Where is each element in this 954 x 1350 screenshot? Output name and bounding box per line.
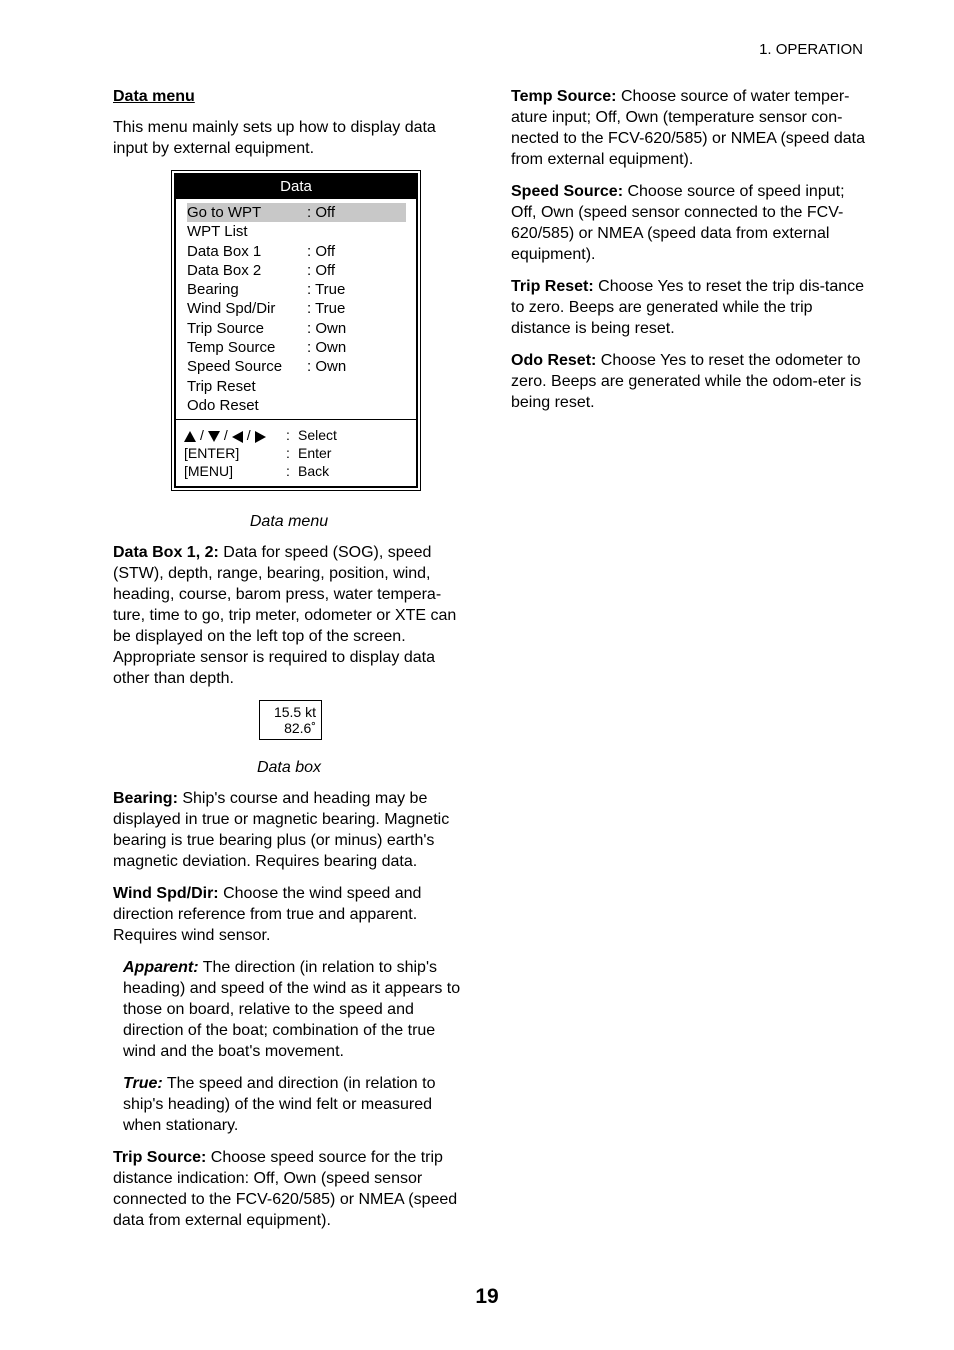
- databox-paragraph: [113, 542, 465, 689]
- menu-item-value: : Own: [307, 339, 347, 357]
- menu-item-value: : Own: [307, 319, 347, 337]
- menu-item-wind-spd-dir[interactable]: [187, 299, 406, 318]
- key-guide-row-arrows: [184, 426, 408, 444]
- menu-item-label: Wind Spd/Dir: [187, 300, 276, 318]
- temp-source-paragraph: [511, 86, 865, 170]
- key-guide: [176, 420, 416, 486]
- menu-item-label: Trip Source: [187, 319, 264, 337]
- menu-item-list: [176, 199, 416, 420]
- key-colon: :: [286, 427, 290, 444]
- trip-source-term: Trip Source:: [113, 1149, 207, 1167]
- key-colon: :: [286, 445, 290, 462]
- apparent-term: Apparent:: [123, 959, 199, 977]
- key-action: Enter: [298, 445, 332, 462]
- arrow-left-icon: [232, 431, 243, 443]
- menu-item-wpt-list[interactable]: [187, 222, 406, 241]
- menu-item-temp-source[interactable]: [187, 338, 406, 357]
- speed-source-text: Choose source of speed input; Off, Own (speed sensor connected to the FCV-620/585) or NMEA (speed data from external equipment).: [511, 183, 845, 263]
- speed-source-term: Speed Source:: [511, 183, 624, 200]
- key-name: [ENTER]: [184, 445, 240, 462]
- menu-item-speed-source[interactable]: [187, 357, 406, 376]
- menu-item-trip-source[interactable]: [187, 319, 406, 338]
- menu-item-value: [307, 377, 406, 396]
- databox-caption: Data box: [256, 759, 322, 777]
- menu-item-label: Data Box 2: [187, 261, 262, 279]
- menu-caption: Data menu: [249, 513, 329, 531]
- bearing-text: Ship's course and heading may be displayed in true or magnetic bearing. Magnetic bearing is true bearing plus (or minus) earth's magnetic deviation. Requires bearing data.: [113, 790, 450, 871]
- data-box-line-1: 15.5 kt: [273, 704, 316, 721]
- temp-source-term: Temp Source:: [511, 88, 617, 105]
- menu-item-value: : True: [307, 281, 346, 299]
- menu-item-data-box-1[interactable]: [187, 242, 406, 261]
- menu-item-value: [307, 222, 406, 241]
- menu-item-value: : True: [307, 300, 346, 318]
- key-name: [MENU]: [184, 463, 233, 480]
- true-term: True:: [123, 1075, 163, 1093]
- section-header: 1. OPERATION: [759, 41, 863, 58]
- data-box-line-2: 82.6˚: [284, 720, 316, 737]
- key-action: Back: [298, 463, 330, 480]
- arrow-keys: / / /: [184, 426, 286, 444]
- data-box-figure: [259, 700, 322, 740]
- menu-item-value: [307, 396, 406, 415]
- data-menu-heading: Data menu: [113, 88, 195, 105]
- menu-item-label: Speed Source: [187, 358, 283, 376]
- menu-item-bearing[interactable]: [187, 280, 406, 299]
- wind-text: Choose the wind speed and direction reference from true and apparent. Requires wind sensor.: [113, 885, 422, 945]
- menu-item-label: Odo Reset: [187, 396, 259, 414]
- trip-source-paragraph: [113, 1147, 465, 1231]
- key-action: Select: [298, 427, 337, 444]
- apparent-paragraph: [123, 957, 465, 1062]
- arrow-down-icon: [208, 431, 220, 442]
- menu-item-value: : Off: [307, 204, 336, 221]
- menu-item-label: Go to WPT: [187, 204, 262, 221]
- right-column: [511, 86, 865, 424]
- trip-reset-term: Trip Reset:: [511, 278, 594, 295]
- menu-item-label: Trip Reset: [187, 377, 256, 395]
- odo-reset-term: Odo Reset:: [511, 352, 597, 369]
- speed-source-paragraph: [511, 181, 865, 265]
- bearing-term: Bearing:: [113, 790, 178, 808]
- databox-term: Data Box 1, 2:: [113, 544, 219, 562]
- wind-term: Wind Spd/Dir:: [113, 885, 219, 903]
- menu-item-data-box-2[interactable]: [187, 261, 406, 280]
- key-guide-row-menu: [184, 462, 408, 480]
- odo-reset-text: Choose Yes to reset the odometer to zero. Beeps are generated while the odom-eter is being reset.: [511, 352, 862, 411]
- menu-item-value: : Own: [307, 358, 347, 376]
- key-guide-row-enter: [184, 444, 408, 462]
- bearing-paragraph: [113, 788, 465, 872]
- databox-text: Data for speed (SOG), speed (STW), depth, range, bearing, position, wind, heading, course, barom press, water tempera-ture, time to go, trip meter, odometer or XTE can be displayed on the left top of the screen. Appropriate sensor is required to display data other than depth.: [113, 544, 457, 688]
- data-menu-panel: [174, 173, 418, 488]
- menu-item-value: : Off: [307, 242, 336, 260]
- true-paragraph: [123, 1073, 465, 1136]
- wind-paragraph: [113, 883, 465, 946]
- menu-item-trip-reset[interactable]: [187, 377, 406, 396]
- intro-paragraph: This menu mainly sets up how to display data input by external equipment.: [113, 119, 436, 157]
- data-menu-figure: [171, 170, 421, 491]
- trip-reset-text: Choose Yes to reset the trip dis-tance to zero. Beeps are generated while the trip distance is being reset.: [511, 278, 865, 337]
- page-number: 19: [475, 1285, 499, 1308]
- odo-reset-paragraph: [511, 350, 865, 413]
- true-text: The speed and direction (in relation to ship's heading) of the wind felt or measured when stationary.: [123, 1075, 436, 1135]
- trip-source-text: Choose speed source for the trip distance indication: Off, Own (speed sensor connected to the FCV-620/585) or NMEA (speed data from external equipment).: [113, 1149, 458, 1230]
- menu-item-label: WPT List: [187, 223, 248, 241]
- left-column: [113, 86, 465, 1242]
- menu-title: Data: [176, 175, 416, 199]
- menu-item-label: Data Box 1: [187, 242, 262, 260]
- menu-item-label: Temp Source: [187, 339, 276, 357]
- menu-item-label: Bearing: [187, 281, 239, 299]
- apparent-text: The direction (in relation to ship's heading) and speed of the wind as it appears to those on board, relative to the speed and direction of the boat; combination of the true wind and the boat's movement.: [123, 959, 461, 1061]
- key-colon: :: [286, 463, 290, 480]
- temp-source-text: Choose source of water temper-ature input; Off, Own (temperature sensor con-nected to the FCV-620/585) or NMEA (speed data from external equipment).: [511, 88, 865, 168]
- trip-reset-paragraph: [511, 276, 865, 339]
- arrow-right-icon: [255, 431, 266, 443]
- menu-item-value: : Off: [307, 261, 336, 279]
- menu-item-odo-reset[interactable]: [187, 396, 406, 415]
- menu-item-go-to-wpt[interactable]: [187, 203, 406, 222]
- arrow-up-icon: [184, 431, 196, 442]
